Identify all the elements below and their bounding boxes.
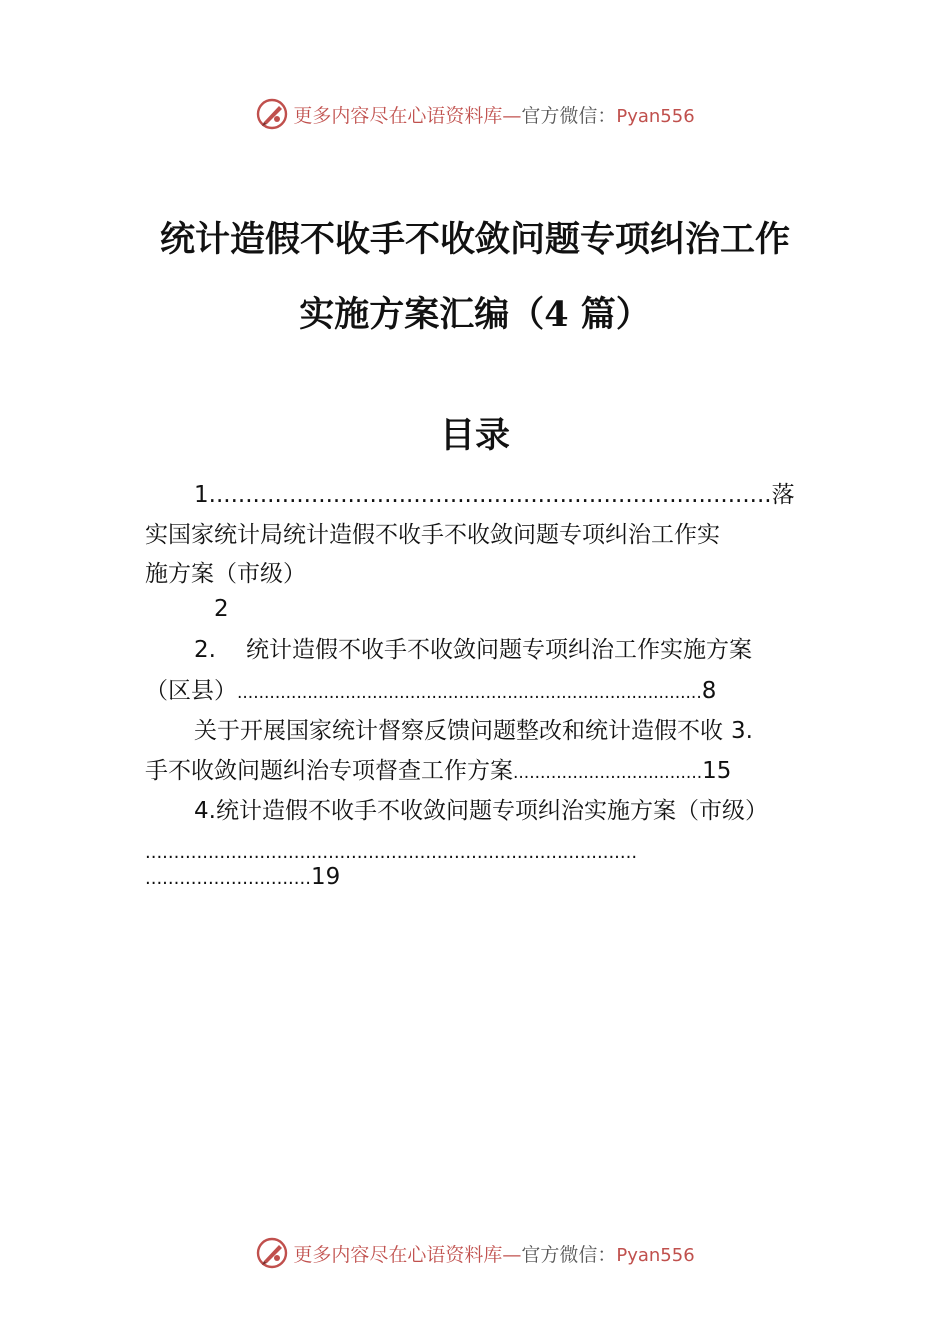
- toc-entry-1-line-1[interactable]: [194, 480, 795, 510]
- toc-entry-1-line-3[interactable]: 施方案（市级）: [145, 561, 306, 587]
- toc-entry-3-number: 3.: [731, 718, 753, 744]
- toc-entry-2-text-b: （区县）: [145, 678, 237, 704]
- toc-entry-4-line-3[interactable]: [145, 862, 340, 892]
- toc-entry-3-line-2[interactable]: [145, 756, 731, 786]
- watermark-wechat-label: 官方微信：: [521, 1243, 617, 1266]
- toc-entry-1-leader: ............................................................................: [215, 482, 772, 508]
- toc-entry-3-leader: ...................................: [513, 763, 703, 783]
- toc-entry-1-number: 1.: [194, 482, 216, 508]
- pen-logo-icon: [255, 1236, 289, 1270]
- watermark-text: [293, 1240, 694, 1267]
- toc-entry-4-leader-b: .............................: [145, 868, 311, 889]
- toc-entry-3-line-1[interactable]: [194, 716, 753, 746]
- toc-entry-3-text-b: 手不收敛问题纠治专项督查工作方案: [145, 758, 513, 784]
- footer-watermark: [0, 1233, 950, 1273]
- document-title-line-2: 实施方案汇编（4 篇）: [299, 294, 651, 335]
- watermark-wechat-id: Pyan556: [616, 1244, 695, 1266]
- toc-entry-1-line-2[interactable]: 实国家统计局统计造假不收手不收敛问题专项纠治工作实: [145, 522, 720, 548]
- watermark-dash: —: [502, 104, 522, 127]
- watermark-wechat-id: Pyan556: [616, 105, 695, 127]
- pen-logo-icon: [255, 97, 289, 131]
- toc-entry-2-page: 8: [701, 678, 717, 704]
- toc-entry-4-line-1[interactable]: 4.统计造假不收手不收敛问题专项纠治实施方案（市级）: [194, 798, 768, 824]
- toc-entry-4-page: 19: [310, 864, 341, 890]
- watermark-site: 更多内容尽在心语资料库: [293, 1243, 503, 1266]
- toc-entry-2-number: 2.: [194, 637, 216, 663]
- toc-entry-2-leader: ......................................................................................: [237, 683, 702, 703]
- toc-entry-2-line-1[interactable]: [194, 635, 752, 665]
- toc-entry-1-text-a: 落: [771, 482, 795, 508]
- watermark-site: 更多内容尽在心语资料库: [293, 104, 503, 127]
- toc-entry-1-page[interactable]: 2: [214, 596, 229, 622]
- toc-entry-2-line-2[interactable]: [145, 676, 716, 706]
- toc-entry-3-text-a: 关于开展国家统计督察反馈问题整改和统计造假不收: [194, 718, 723, 744]
- watermark-text: [293, 101, 694, 128]
- toc-entry-2-text-a: 统计造假不收手不收敛问题专项纠治工作实施方案: [245, 637, 752, 663]
- toc-entry-3-page: 15: [702, 758, 732, 784]
- document-title-line-1: 统计造假不收手不收敛问题专项纠治工作: [159, 219, 790, 260]
- header-watermark: [0, 94, 950, 134]
- watermark-dash: —: [502, 1243, 522, 1266]
- toc-entry-4-leader-a: ......................................................................................: [145, 842, 638, 863]
- toc-heading: 目录: [439, 415, 510, 456]
- watermark-wechat-label: 官方微信：: [521, 104, 617, 127]
